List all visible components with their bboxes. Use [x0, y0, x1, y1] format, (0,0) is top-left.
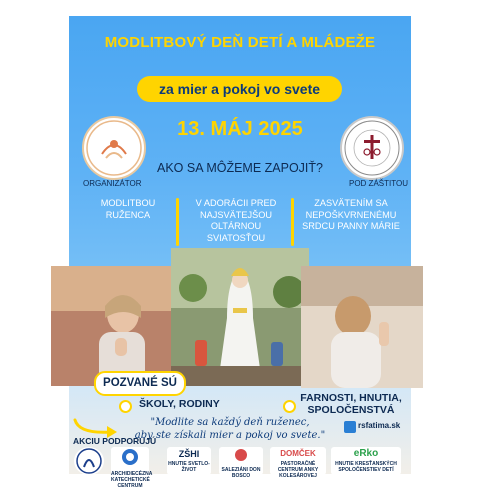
bullet-icon — [119, 400, 132, 413]
activity-consecration — [295, 198, 407, 233]
partner-logo-6 — [331, 447, 401, 475]
partner-4-icon — [219, 447, 263, 463]
invited-parishes-line1: FARNOSTI, HNUTIA, — [300, 392, 402, 404]
partner-3-mark: ZŠHI — [178, 449, 200, 459]
event-date: 13. MÁJ 2025 — [177, 118, 303, 140]
partner-3-label: HNUTIE SVETLO-ŽIVOT — [168, 461, 210, 473]
partner-2-icon — [111, 447, 149, 467]
poster-title: MODLITBOVÝ DEŇ DETÍ A MLÁDEŽE — [104, 34, 376, 51]
bullet-icon — [283, 400, 296, 413]
invited-schools-families: ŠKOLY, RODINY — [139, 398, 220, 410]
partner-2-label: ARCHIDIECÉZNA KATECHETICKÉ CENTRUM — [111, 471, 153, 489]
photo-praying-child — [51, 266, 171, 386]
quote-line1: "Modlite sa každý deň ruženec, — [150, 417, 310, 428]
photo-girl-praying — [301, 266, 423, 388]
activity-adoration-line1: V ADORÁCII PRED — [195, 198, 277, 208]
website-icon — [344, 421, 356, 433]
how-to-join-heading: AKO SA MÔŽEME ZAPOJIŤ? — [156, 161, 323, 175]
activity-consecration-line3: SRDCU PANNY MÁRIE — [302, 221, 400, 231]
activity-consecration-line1: ZASVÄTENÍM SA — [314, 198, 388, 208]
organizer-label: ORGANIZÁTOR — [83, 179, 142, 188]
invited-badge: POZVANÉ SÚ — [94, 371, 186, 396]
activity-rosary-line1: MODLITBOU — [100, 198, 156, 208]
activity-adoration — [181, 198, 291, 244]
partner-logo-3 — [167, 447, 211, 475]
partner-5-label: PASTORAČNÉ CENTRUM ANKY KOLESÁROVEJ — [277, 461, 319, 479]
partner-5-mark: DOMČEK — [280, 449, 316, 458]
partner-logo-5 — [270, 447, 326, 479]
divider-bar — [176, 198, 179, 246]
girl-praying-image — [301, 266, 423, 388]
website-link[interactable]: rsfatima.sk — [358, 421, 401, 430]
invited-parishes-line2: SPOLOČENSTVÁ — [307, 404, 395, 416]
divider-bar — [291, 198, 294, 246]
quote-line2: aby ste získali mier a pokoj vo svete." — [134, 430, 326, 441]
praying-child-image — [51, 266, 171, 386]
activity-rosary-line2: RUŽENCA — [105, 209, 151, 220]
subtitle-pill: za mier a pokoj vo svete — [137, 76, 342, 102]
activity-rosary — [83, 198, 173, 221]
partner-logo-2 — [111, 447, 153, 489]
activity-consecration-line2: NEPOŠKVRNENÉMU — [305, 209, 397, 220]
partner-4-label: SALEZIÁNI DON BOSCO — [221, 467, 261, 479]
patron-label: POD ZÁŠTITOU — [349, 179, 408, 188]
partner-1-icon — [74, 447, 104, 475]
supporters-heading: AKCIU PODPORUJÚ — [73, 436, 157, 446]
partner-logo-4 — [219, 447, 263, 479]
statue-of-mary — [171, 248, 309, 386]
activity-adoration-line4: SVIATOSŤOU — [206, 232, 266, 243]
event-poster — [69, 16, 411, 489]
activity-adoration-line2: NAJSVÄTEJŠOU — [200, 209, 272, 220]
activity-adoration-line3: OLTÁRNOU — [210, 221, 262, 231]
invited-parishes — [297, 392, 405, 416]
partner-6-label: HNUTIE KRESŤANSKÝCH SPOLOČENSTIEV DETÍ — [335, 461, 397, 473]
partner-6-mark: eRko — [353, 448, 379, 459]
partner-logo-1 — [74, 447, 104, 475]
photo-statue — [171, 248, 309, 386]
